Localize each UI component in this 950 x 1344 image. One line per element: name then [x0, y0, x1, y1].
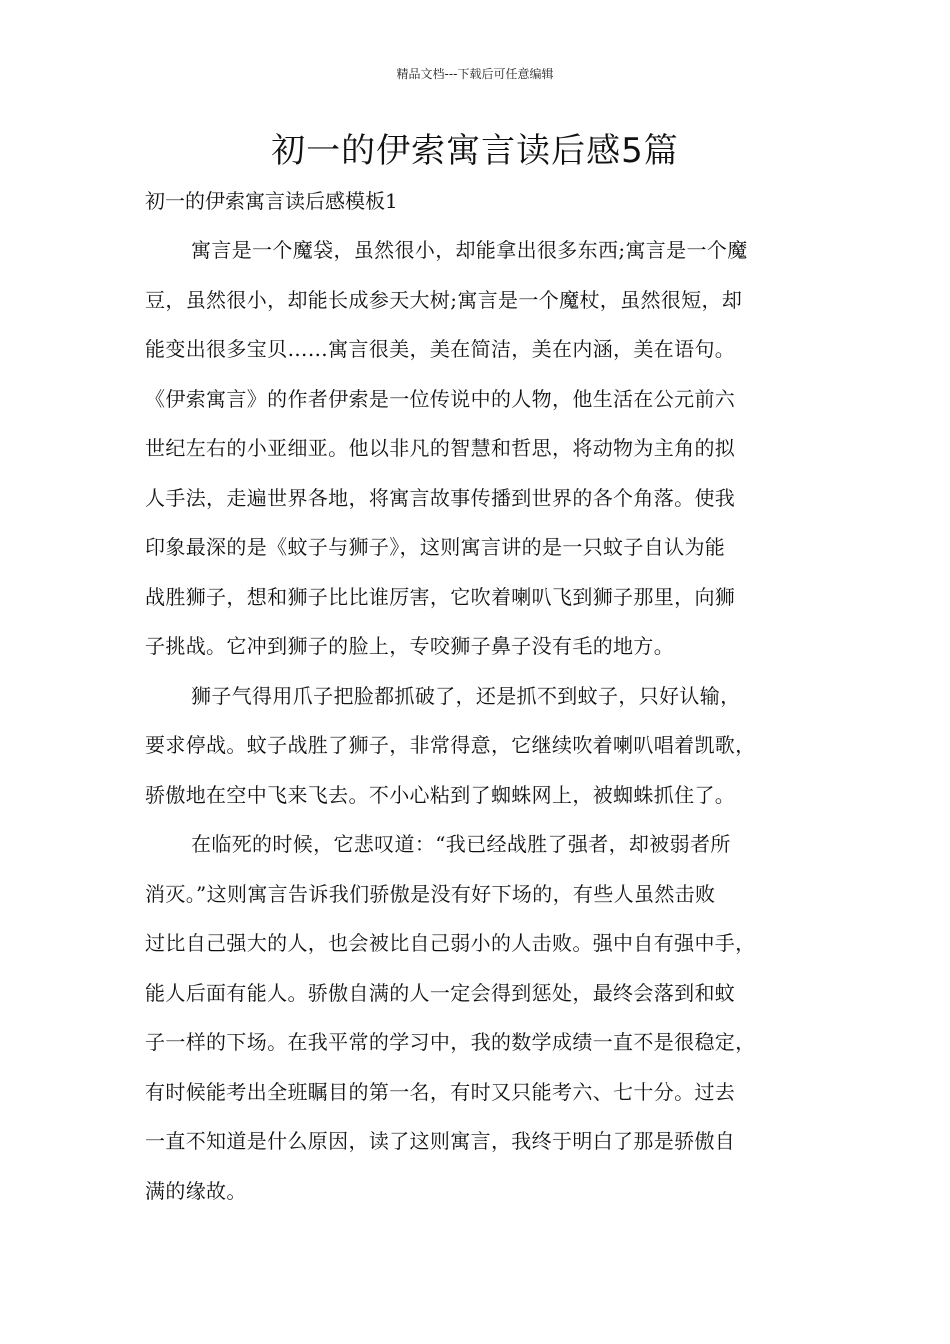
paragraph-line: 子挑战。它冲到狮子的脸上，专咬狮子鼻子没有毛的地方。: [145, 634, 675, 658]
paragraph-line: 能变出很多宝贝……寓言很美，美在简洁，美在内涵，美在语句。: [145, 337, 736, 361]
paragraph-line: 消灭。”这则寓言告诉我们骄傲是没有好下场的，有些人虽然击败: [145, 881, 716, 906]
paragraph-line: 战胜狮子，想和狮子比比谁厉害，它吹着喇叭飞到狮子那里，向狮: [145, 584, 736, 609]
header-note: 精品文档---下载后可任意编辑: [396, 67, 554, 81]
body-text: [145, 226, 825, 1216]
document-subtitle: 初一的伊索寓言读后感模板1: [145, 189, 398, 213]
paragraph-line: 狮子气得用爪子把脸都抓破了，还是抓不到蚊子，只好认输，: [191, 683, 741, 708]
paragraph-line: 印象最深的是《蚊子与狮子》，这则寓言讲的是一只蚊子自认为能: [145, 535, 726, 559]
paragraph-line: 人手法，走遍世界各地，将寓言故事传播到世界的各个角落。使我: [145, 485, 736, 510]
paragraph-line: 子一样的下场。在我平常的学习中，我的数学成绩一直不是很稳定，: [145, 1030, 756, 1054]
paragraph-line: 一直不知道是什么原因，读了这则寓言，我终于明白了那是骄傲自: [145, 1129, 736, 1153]
paragraph-line: 能人后面有能人。骄傲自满的人一定会得到惩处，最终会落到和蚊: [145, 980, 736, 1005]
paragraph-line: 满的缘故。: [145, 1178, 247, 1203]
paragraph-line: 豆，虽然很小，却能长成参天大树;寓言是一个魔杖，虽然很短，却: [145, 287, 743, 312]
paragraph-line: 过比自己强大的人，也会被比自己弱小的人击败。强中自有强中手，: [145, 931, 756, 955]
paragraph-line: 《伊索寓言》的作者伊索是一位传说中的人物，他生活在公元前六: [145, 386, 736, 411]
paragraph-line: 骄傲地在空中飞来飞去。不小心粘到了蜘蛛网上，被蜘蛛抓住了。: [145, 782, 736, 807]
paragraph-line: 要求停战。蚊子战胜了狮子，非常得意，它继续吹着喇叭唱着凯歌，: [145, 733, 756, 757]
paragraph-line: 在临死的时候，它悲叹道：“我已经战胜了强者，却被弱者所: [191, 832, 731, 856]
paragraph-line: 世纪左右的小亚细亚。他以非凡的智慧和哲思，将动物为主角的拟: [145, 436, 736, 460]
paragraph-line: 有时候能考出全班瞩目的第一名，有时又只能考六、七十分。过去: [145, 1079, 736, 1104]
paragraph-line: 寓言是一个魔袋，虽然很小，却能拿出很多东西;寓言是一个魔: [191, 238, 748, 262]
document-title: 初一的伊索寓言读后感5篇: [271, 131, 679, 171]
